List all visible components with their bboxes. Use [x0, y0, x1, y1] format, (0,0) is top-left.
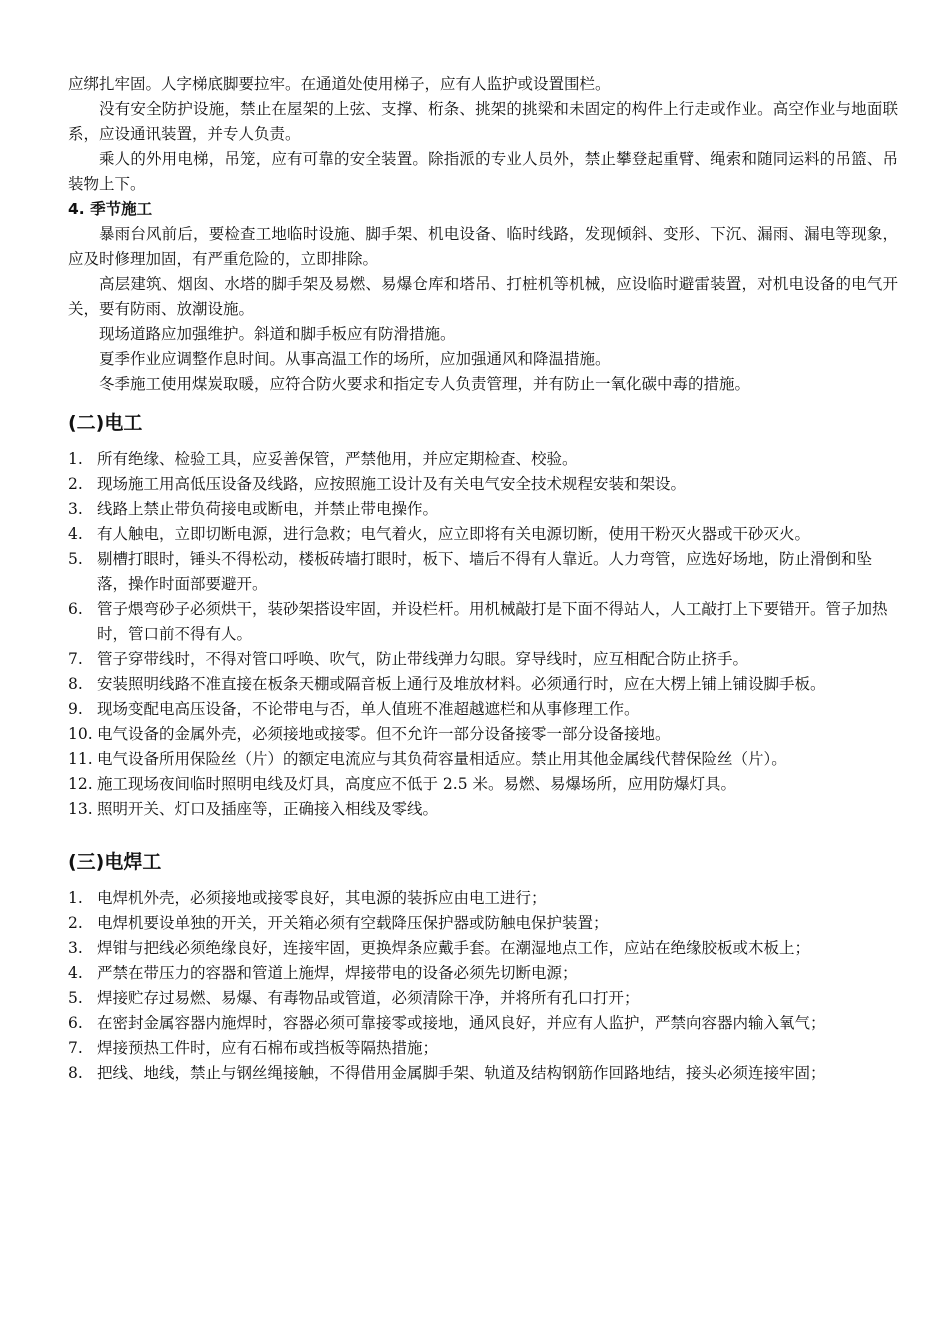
- item-text: 有人触电，立即切断电源，进行急救；电气着火，应立即将有关电源切断，使用干粉灭火器或干砂灭火。: [97, 525, 811, 543]
- item-number: 8.: [68, 675, 83, 693]
- list-item: [68, 547, 898, 597]
- list-item: [68, 647, 898, 672]
- item-number: 11.: [68, 750, 93, 768]
- list-item: [68, 722, 898, 747]
- item-text: 焊钳与把线必须绝缘良好，连接牢固，更换焊条应戴手套。在潮湿地点工作，应站在绝缘胶板或木板上；: [97, 939, 811, 957]
- list-item: [68, 697, 898, 722]
- item-text: 电气设备所用保险丝（片）的额定电流应与其负荷容量相适应。禁止用其他金属线代替保险丝（片）。: [97, 750, 787, 768]
- item-number: 4.: [68, 964, 83, 982]
- item-text: 焊接贮存过易燃、易爆、有毒物品或管道，必须清除干净，并将所有孔口打开；: [97, 989, 640, 1007]
- list-item: [68, 772, 898, 797]
- paragraph: 乘人的外用电梯，吊笼，应有可靠的安全装置。除指派的专业人员外，禁止攀登起重臂、绳索和随同运料的吊篮、吊装物上下。: [68, 150, 898, 193]
- list-item: [68, 497, 898, 522]
- item-text: 电气设备的金属外壳，必须接地或接零。但不允许一部分设备接零一部分设备接地。: [97, 725, 671, 743]
- item-text: 在密封金属容器内施焊时，容器必须可靠接零或接地，通风良好，并应有人监护，严禁向容器内输入氧气；: [97, 1014, 826, 1032]
- list-item: [68, 797, 898, 822]
- item-number: 10.: [68, 725, 93, 743]
- list-item: [68, 1036, 898, 1061]
- item-text: 所有绝缘、检验工具，应妥善保管，严禁他用，并应定期检查、校验。: [97, 450, 578, 468]
- item-number: 9.: [68, 700, 83, 718]
- item-number: 4.: [68, 525, 83, 543]
- list-item: [68, 447, 898, 472]
- item-number: 6.: [68, 1014, 83, 1032]
- paragraph: 冬季施工使用煤炭取暖，应符合防火要求和指定专人负责管理，并有防止一氧化碳中毒的措施。: [99, 375, 751, 393]
- item-number: 5.: [68, 550, 83, 568]
- paragraph: 高层建筑、烟囱、水塔的脚手架及易燃、易爆仓库和塔吊、打桩机等机械，应设临时避雷装置，对机电设备的电气开关，要有防雨、放潮设施。: [68, 275, 898, 318]
- list-item: [68, 886, 898, 911]
- list-item: [68, 672, 898, 697]
- list-item: [68, 936, 898, 961]
- list-item: [68, 522, 898, 547]
- paragraph: 应绑扎牢固。人字梯底脚要拉牢。在通道处使用梯子，应有人监护或设置围栏。: [68, 75, 611, 93]
- season-section: [68, 197, 898, 397]
- list-item: [68, 986, 898, 1011]
- electrician-rules-list: [68, 447, 898, 822]
- paragraph: 现场道路应加强维护。斜道和脚手板应有防滑措施。: [99, 325, 456, 343]
- section-title-welder: (三)电焊工: [68, 851, 162, 873]
- intro-section: [68, 72, 898, 197]
- item-text: 施工现场夜间临时照明电线及灯具，高度应不低于 2.5 米。易燃、易爆场所，应用防爆灯具。: [97, 775, 737, 793]
- list-item: [68, 1011, 898, 1036]
- item-number: 7.: [68, 1039, 83, 1057]
- paragraph: 夏季作业应调整作息时间。从事高温工作的场所，应加强通风和降温措施。: [99, 350, 611, 368]
- item-number: 12.: [68, 775, 93, 793]
- item-text: 现场变配电高压设备，不论带电与否，单人值班不准超越遮栏和从事修理工作。: [97, 700, 640, 718]
- item-number: 2.: [68, 914, 83, 932]
- item-number: 7.: [68, 650, 83, 668]
- item-number: 8.: [68, 1064, 83, 1082]
- paragraph: 暴雨台风前后，要检查工地临时设施、脚手架、机电设备、临时线路，发现倾斜、变形、下沉、漏雨、漏电等现象，应及时修理加固，有严重危险的，立即排除。: [68, 225, 898, 268]
- list-item: [68, 472, 898, 497]
- item-number: 1.: [68, 450, 83, 468]
- item-text: 安装照明线路不准直接在板条天棚或隔音板上通行及堆放材料。必须通行时，应在大楞上铺上铺设脚手板。: [97, 675, 826, 693]
- item-text: 线路上禁止带负荷接电或断电，并禁止带电操作。: [97, 500, 439, 518]
- item-text: 照明开关、灯口及插座等，正确接入相线及零线。: [97, 800, 439, 818]
- item-text: 管子穿带线时，不得对管口呼唤、吹气，防止带线弹力勾眼。穿导线时，应互相配合防止挤手。: [97, 650, 749, 668]
- list-item: [68, 911, 898, 936]
- document-page: [68, 72, 898, 1086]
- item-number: 1.: [68, 889, 83, 907]
- item-text: 管子煨弯砂子必须烘干，装砂架搭设牢固，并设栏杆。用机械敲打是下面不得站人，人工敲打上下要错开。管子加热时，管口前不得有人。: [97, 600, 888, 643]
- list-item: [68, 597, 898, 647]
- list-item: [68, 747, 898, 772]
- list-item: [68, 1061, 898, 1086]
- item-number: 3.: [68, 939, 83, 957]
- item-text: 把线、地线，禁止与钢丝绳接触，不得借用金属脚手架、轨道及结构钢筋作回路地结，接头必须连接牢固；: [97, 1064, 826, 1082]
- item-number: 3.: [68, 500, 83, 518]
- paragraph: 没有安全防护设施，禁止在屋架的上弦、支撑、桁条、挑架的挑梁和未固定的构件上行走或作业。高空作业与地面联系，应设通讯装置，并专人负责。: [68, 100, 898, 143]
- item-text: 电焊机要设单独的开关，开关箱必须有空载降压保护器或防触电保护装置；: [97, 914, 609, 932]
- item-number: 5.: [68, 989, 83, 1007]
- item-text: 严禁在带压力的容器和管道上施焊，焊接带电的设备必须先切断电源；: [97, 964, 578, 982]
- item-number: 6.: [68, 600, 83, 618]
- item-text: 电焊机外壳，必须接地或接零良好，其电源的装拆应由电工进行；: [97, 889, 547, 907]
- item-text: 现场施工用高低压设备及线路，应按照施工设计及有关电气安全技术规程安装和架设。: [97, 475, 687, 493]
- season-heading: 4. 季节施工: [68, 200, 153, 218]
- item-text: 剔槽打眼时，锤头不得松动，楼板砖墙打眼时，板下、墙后不得有人靠近。人力弯管，应选好场地，防止滑倒和坠落，操作时面部要避开。: [97, 550, 873, 593]
- section-title-electrician: (二)电工: [68, 412, 143, 434]
- item-text: 焊接预热工件时，应有石棉布或挡板等隔热措施；: [97, 1039, 439, 1057]
- welder-rules-list: [68, 886, 898, 1086]
- item-number: 2.: [68, 475, 83, 493]
- list-item: [68, 961, 898, 986]
- item-number: 13.: [68, 800, 93, 818]
